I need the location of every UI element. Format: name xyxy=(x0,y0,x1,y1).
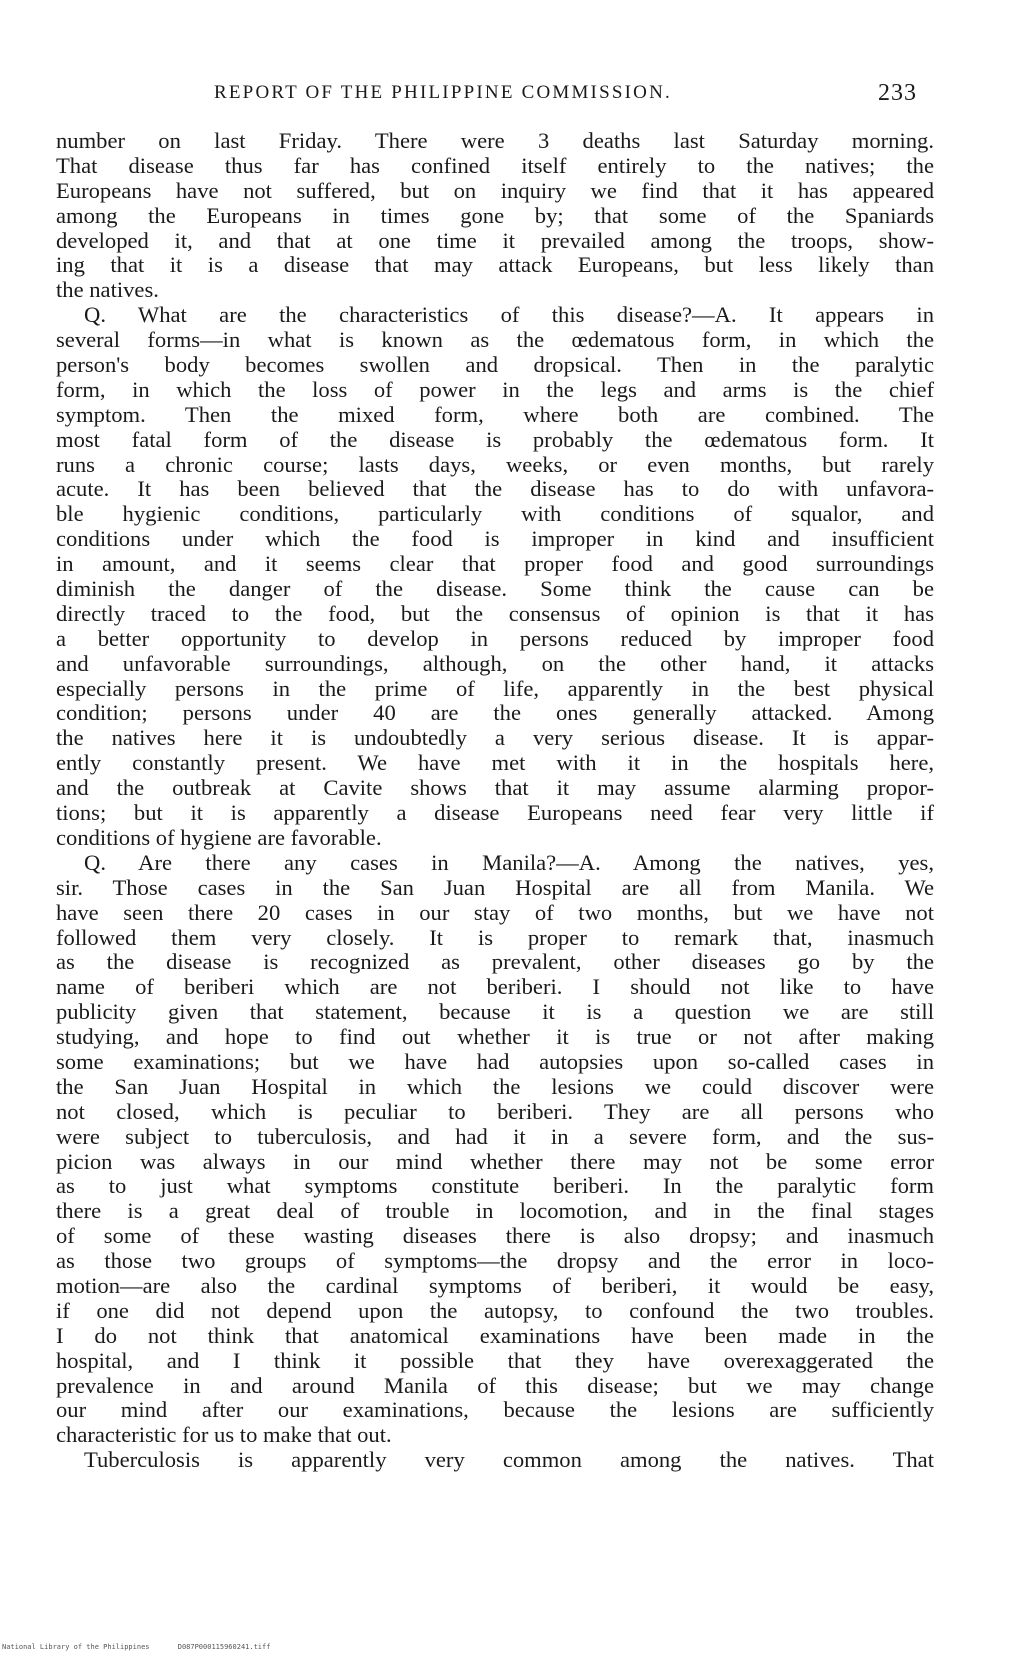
text-line: condition; persons under 40 are the ones generally attacked. Among xyxy=(56,701,934,726)
text-line: form, in which the loss of power in the legs and arms is the chief xyxy=(56,377,934,402)
text-line: have seen there 20 cases in our stay of two months, but we have not xyxy=(56,900,934,925)
text-line: Q. Are there any cases in Manila?—A. Among the natives, yes, xyxy=(84,850,934,875)
text-line: were subject to tuberculosis, and had it in a severe form, and the sus- xyxy=(56,1124,934,1149)
text-line: the San Juan Hospital in which the lesions we could discover were xyxy=(56,1074,934,1099)
text-line: ently constantly present. We have met with it in the hospitals here, xyxy=(56,751,934,776)
text-line: name of beriberi which are not beriberi. I should not like to have xyxy=(56,975,934,1000)
text-line: our mind after our examinations, because the lesions are sufficiently xyxy=(56,1398,934,1423)
footer-library: National Library of the Philippines xyxy=(2,1643,150,1651)
text-line: and the outbreak at Cavite shows that it may assume alarming propor- xyxy=(56,776,934,801)
text-line: motion—are also the cardinal symptoms of beriberi, it would be easy, xyxy=(56,1273,934,1298)
text-line: as the disease is recognized as prevalent, other diseases go by the xyxy=(56,950,934,975)
text-line: there is a great deal of trouble in locomotion, and in the final stages xyxy=(56,1199,934,1224)
text-line: followed them very closely. It is proper to remark that, inasmuch xyxy=(56,925,934,950)
text-line: I do not think that anatomical examinations have been made in the xyxy=(56,1323,934,1348)
text-line: tions; but it is apparently a disease Europeans need fear very little if xyxy=(56,801,934,826)
text-line: not closed, which is peculiar to beriberi. They are all persons who xyxy=(56,1099,934,1124)
text-line: symptom. Then the mixed form, where both are combined. The xyxy=(56,402,934,427)
text-line: conditions under which the food is improper in kind and insufficient xyxy=(56,527,934,552)
text-line: the natives. xyxy=(56,278,159,303)
text-line: several forms—in what is known as the œdematous form, in which the xyxy=(56,328,934,353)
text-line: conditions of hygiene are favorable. xyxy=(56,825,382,850)
text-line: Europeans have not suffered, but on inquiry we find that it has appeared xyxy=(56,178,934,203)
text-line: person's body becomes swollen and dropsical. Then in the paralytic xyxy=(56,353,934,378)
text-line: Q. What are the characteristics of this disease?—A. It appears in xyxy=(84,303,934,328)
text-line: studying, and hope to find out whether it is true or not after making xyxy=(56,1025,934,1050)
text-line: acute. It has been believed that the disease has to do with unfavora- xyxy=(56,477,934,502)
scan-footer xyxy=(2,1643,270,1651)
text-line: That disease thus far has confined itself entirely to the natives; the xyxy=(56,153,934,178)
text-line: sir. Those cases in the San Juan Hospital are all from Manila. We xyxy=(56,875,934,900)
text-line: directly traced to the food, but the consensus of opinion is that it has xyxy=(56,601,934,626)
text-line: a better opportunity to develop in persons reduced by improper food xyxy=(56,626,934,651)
text-line: some examinations; but we have had autopsies upon so-called cases in xyxy=(56,1049,934,1074)
text-line: as to just what symptoms constitute beriberi. In the paralytic form xyxy=(56,1174,934,1199)
text-line: picion was always in our mind whether there may not be some error xyxy=(56,1149,934,1174)
text-line: Tuberculosis is apparently very common among the natives. That xyxy=(84,1448,934,1473)
text-line: characteristic for us to make that out. xyxy=(56,1423,392,1448)
text-line: ing that it is a disease that may attack Europeans, but less likely than xyxy=(56,253,934,278)
footer-file-id: D087P000115960241.tiff xyxy=(177,1643,271,1651)
text-line: publicity given that statement, because it is a question we are still xyxy=(56,1000,934,1025)
text-line: the natives here it is undoubtedly a very serious disease. It is appar- xyxy=(56,726,934,751)
text-line: if one did not depend upon the autopsy, to confound the two troubles. xyxy=(56,1298,934,1323)
text-line: in amount, and it seems clear that proper food and good surroundings xyxy=(56,552,934,577)
text-line: among the Europeans in times gone by; that some of the Spaniards xyxy=(56,203,934,228)
text-line: and unfavorable surroundings, although, on the other hand, it attacks xyxy=(56,651,934,676)
text-line: prevalence in and around Manila of this disease; but we may change xyxy=(56,1373,934,1398)
running-head: REPORT OF THE PHILIPPINE COMMISSION. xyxy=(214,82,672,103)
body-text xyxy=(56,129,934,1473)
text-line: developed it, and that at one time it prevailed among the troops, show- xyxy=(56,228,934,253)
text-line: ble hygienic conditions, particularly with conditions of squalor, and xyxy=(56,502,934,527)
text-line: most fatal form of the disease is probably the œdematous form. It xyxy=(56,427,934,452)
text-line: runs a chronic course; lasts days, weeks, or even months, but rarely xyxy=(56,452,934,477)
text-line: diminish the danger of the disease. Some think the cause can be xyxy=(56,577,934,602)
text-line: number on last Friday. There were 3 deaths last Saturday morning. xyxy=(56,129,934,153)
text-line: especially persons in the prime of life, apparently in the best physical xyxy=(56,676,934,701)
text-line: as those two groups of symptoms—the dropsy and the error in loco- xyxy=(56,1249,934,1274)
text-line: hospital, and I think it possible that they have overexaggerated the xyxy=(56,1348,934,1373)
text-line: of some of these wasting diseases there is also dropsy; and inasmuch xyxy=(56,1224,934,1249)
page-number: 233 xyxy=(878,80,917,106)
